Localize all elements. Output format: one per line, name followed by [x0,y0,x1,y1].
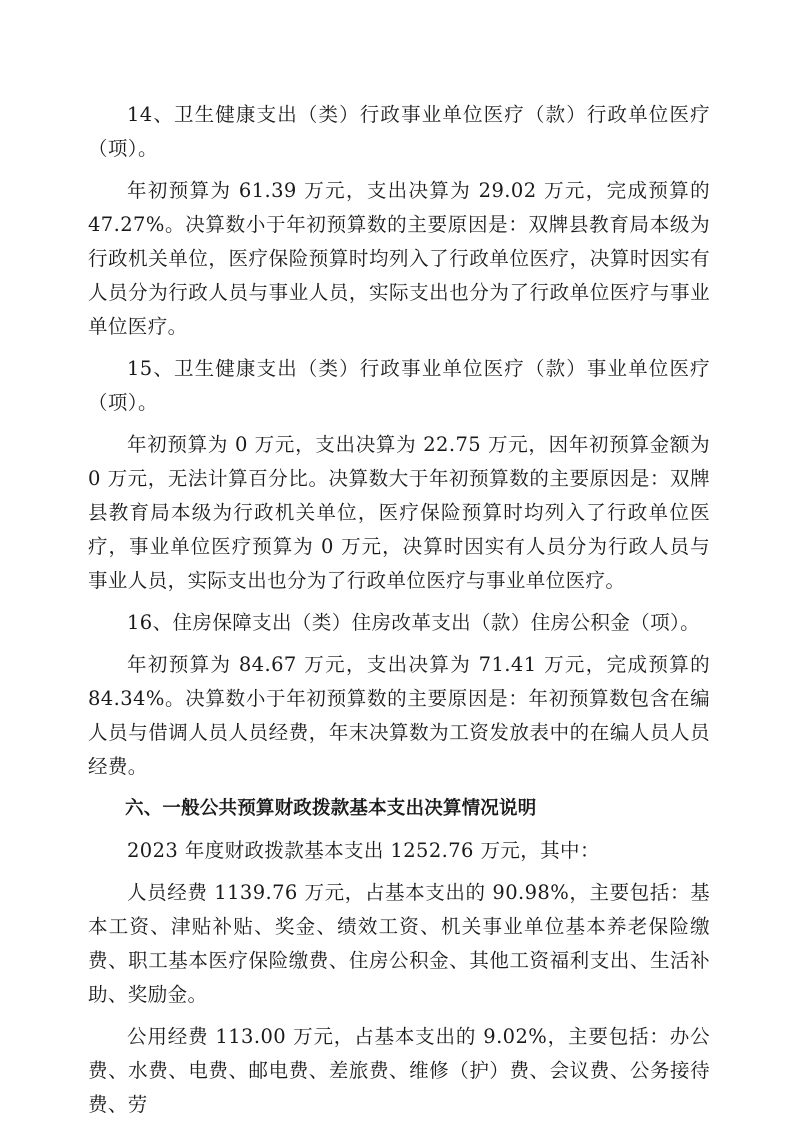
personnel-expenses: 人员经费 1139.76 万元，占基本支出的 90.98%，主要包括：基本工资、津贴补贴、奖金、绩效工资、机关事业单位基本养老保险缴费、职工基本医疗保险缴费、住房公积金、其他工资福利支出、生活补助、奖励金。 [88,881,710,1006]
section-heading: 六、一般公共预算财政拨款基本支出决算情况说明 [125,798,537,819]
item-15-body: 年初预算为 0 万元，支出决算为 22.75 万元，因年初预算金额为 0 万元，无法计算百分比。决算数大于年初预算数的主要原因是：双牌县教育局本级为行政机关单位，医疗保险预算时均列入了行政单位医疗，事业单位医疗预算为 0 万元，决算时因实有人员分为行政人员与事业人员，实际支出也分为了行政单位医疗与事业单位医疗。 [88,433,710,592]
item-16-body: 年初预算为 84.67 万元，支出决算为 71.41 万元，完成预算的 84.34%。决算数小于年初预算数的主要原因是：年初预算数包含在编人员与借调人员人员经费，年末决算数为工资发放表中的在编人员人员经费。 [88,653,710,778]
item-14-title: 14、卫生健康支出（类）行政事业单位医疗（款）行政单位医疗（项）。 [88,103,710,160]
basic-expenditure-total: 2023 年度财政拨款基本支出 1252.76 万元，其中： [127,839,600,862]
document-body [88,98,710,1130]
public-expenses: 公用经费 113.00 万元，占基本支出的 9.02%，主要包括：办公费、水费、电费、邮电费、差旅费、维修（护）费、会议费、公务接待费、劳 [88,1025,710,1116]
item-14-body: 年初预算为 61.39 万元，支出决算为 29.02 万元，完成预算的 47.27%。决算数小于年初预算数的主要原因是：双牌县教育局本级为行政机关单位，医疗保险预算时均列入了行政单位医疗，决算时因实有人员分为行政人员与事业人员，实际支出也分为了行政单位医疗与事业单位医疗。 [88,179,710,338]
item-15-title: 15、卫生健康支出（类）行政事业单位医疗（款）事业单位医疗（项）。 [88,357,710,414]
item-16-title: 16、住房保障支出（类）住房改革支出（款）住房公积金（项）。 [127,611,701,634]
